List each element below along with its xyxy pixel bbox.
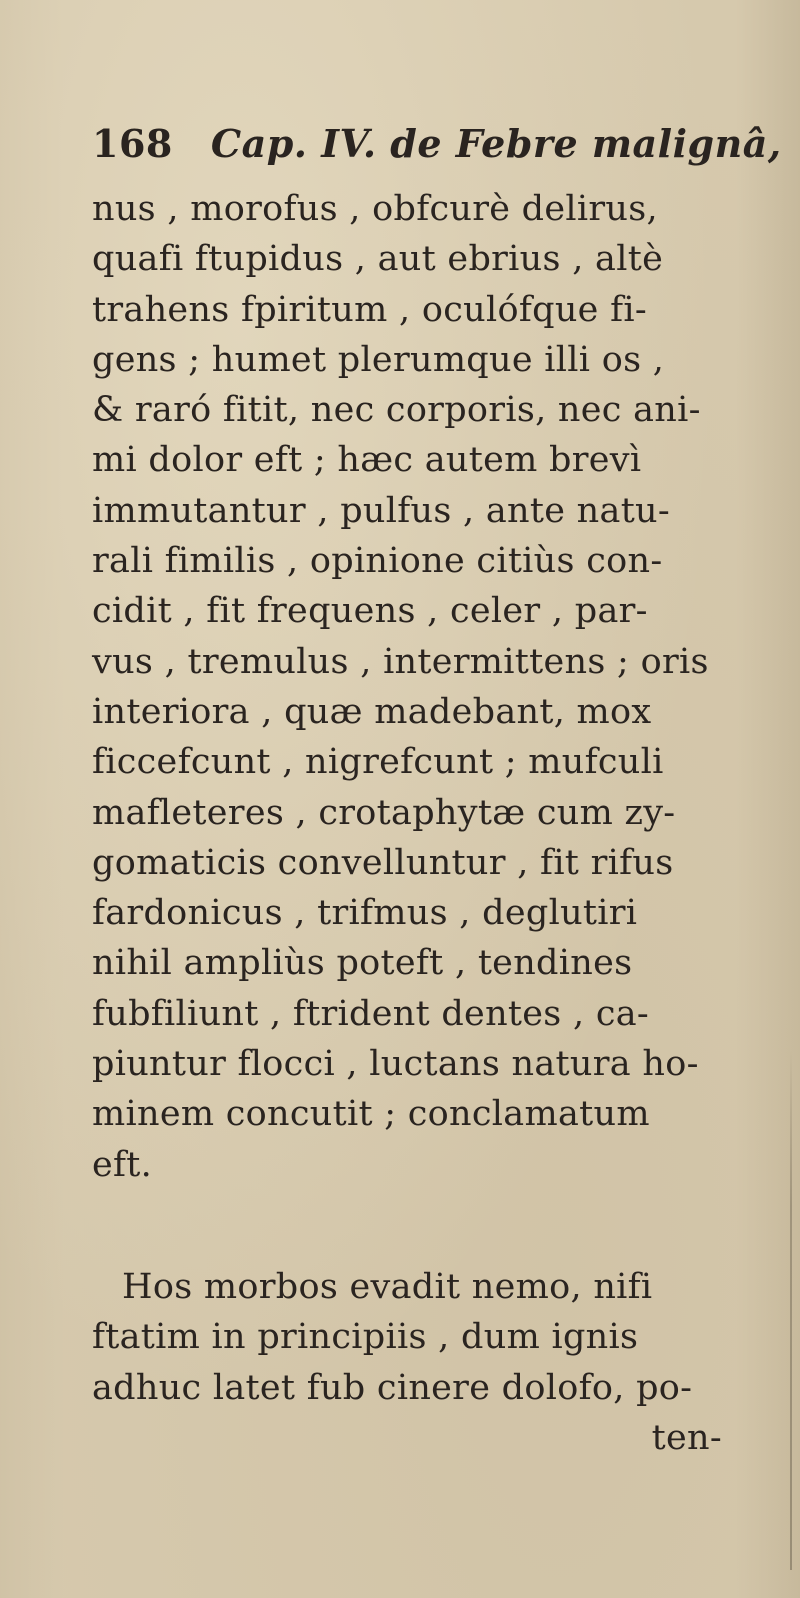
text-line: nus , morofus , obfcurè delirus, (92, 189, 658, 229)
text-line: mafleteres , crotaphytæ cum zy- (92, 792, 676, 833)
running-head (92, 114, 782, 174)
text-line: gens ; humet plerumque illi os , (92, 339, 665, 380)
text-line: immutantur , pulfus , ante natu- (92, 490, 671, 531)
text-line: Hos morbos evadit nemo, nifi (122, 1267, 653, 1307)
text-line: minem concutit ; conclamatum (92, 1094, 650, 1135)
text-line: cidit , fit frequens , celer , par- (92, 591, 648, 632)
text-line: rali fimilis , opinione citiùs con- (92, 541, 663, 582)
text-line: eft. (92, 1144, 153, 1185)
text-line: fardonicus , trifmus , deglutiri (92, 893, 638, 934)
text-line: vus , tremulus , intermittens ; oris (92, 641, 709, 682)
text-line: ficcefcunt , nigrefcunt ; mufculi (92, 742, 664, 783)
page-edge-shadow (790, 1050, 792, 1570)
chapter-title: Cap. IV. de Febre malignâ, (210, 121, 782, 166)
text-line: fubfiliunt , ftrident dentes , ca- (92, 993, 650, 1034)
text-line: & raró fitit, nec corporis, nec ani- (92, 390, 701, 431)
text-line: nihil ampliùs poteft , tendines (92, 943, 633, 984)
text-line: quafi ftupidus , aut ebrius , altè (92, 239, 664, 280)
paragraph-1 (92, 184, 752, 1190)
page-number: 168 (92, 121, 173, 166)
paragraph-2 (92, 1262, 752, 1463)
text-line: mi dolor eft ; hæc autem brevì (92, 440, 642, 481)
text-line: trahens fpiritum , oculófque fi- (92, 289, 647, 330)
text-line: gomaticis convelluntur , fit rifus (92, 842, 674, 883)
text-line: piuntur flocci , luctans natura ho- (92, 1044, 699, 1085)
text-line: interiora , quæ madebant, mox (92, 691, 652, 732)
text-line: ftatim in principiis , dum ignis (92, 1317, 639, 1358)
catchword: ten- (651, 1417, 722, 1458)
text-line: adhuc latet fub cinere dolofo, po- (92, 1367, 693, 1408)
